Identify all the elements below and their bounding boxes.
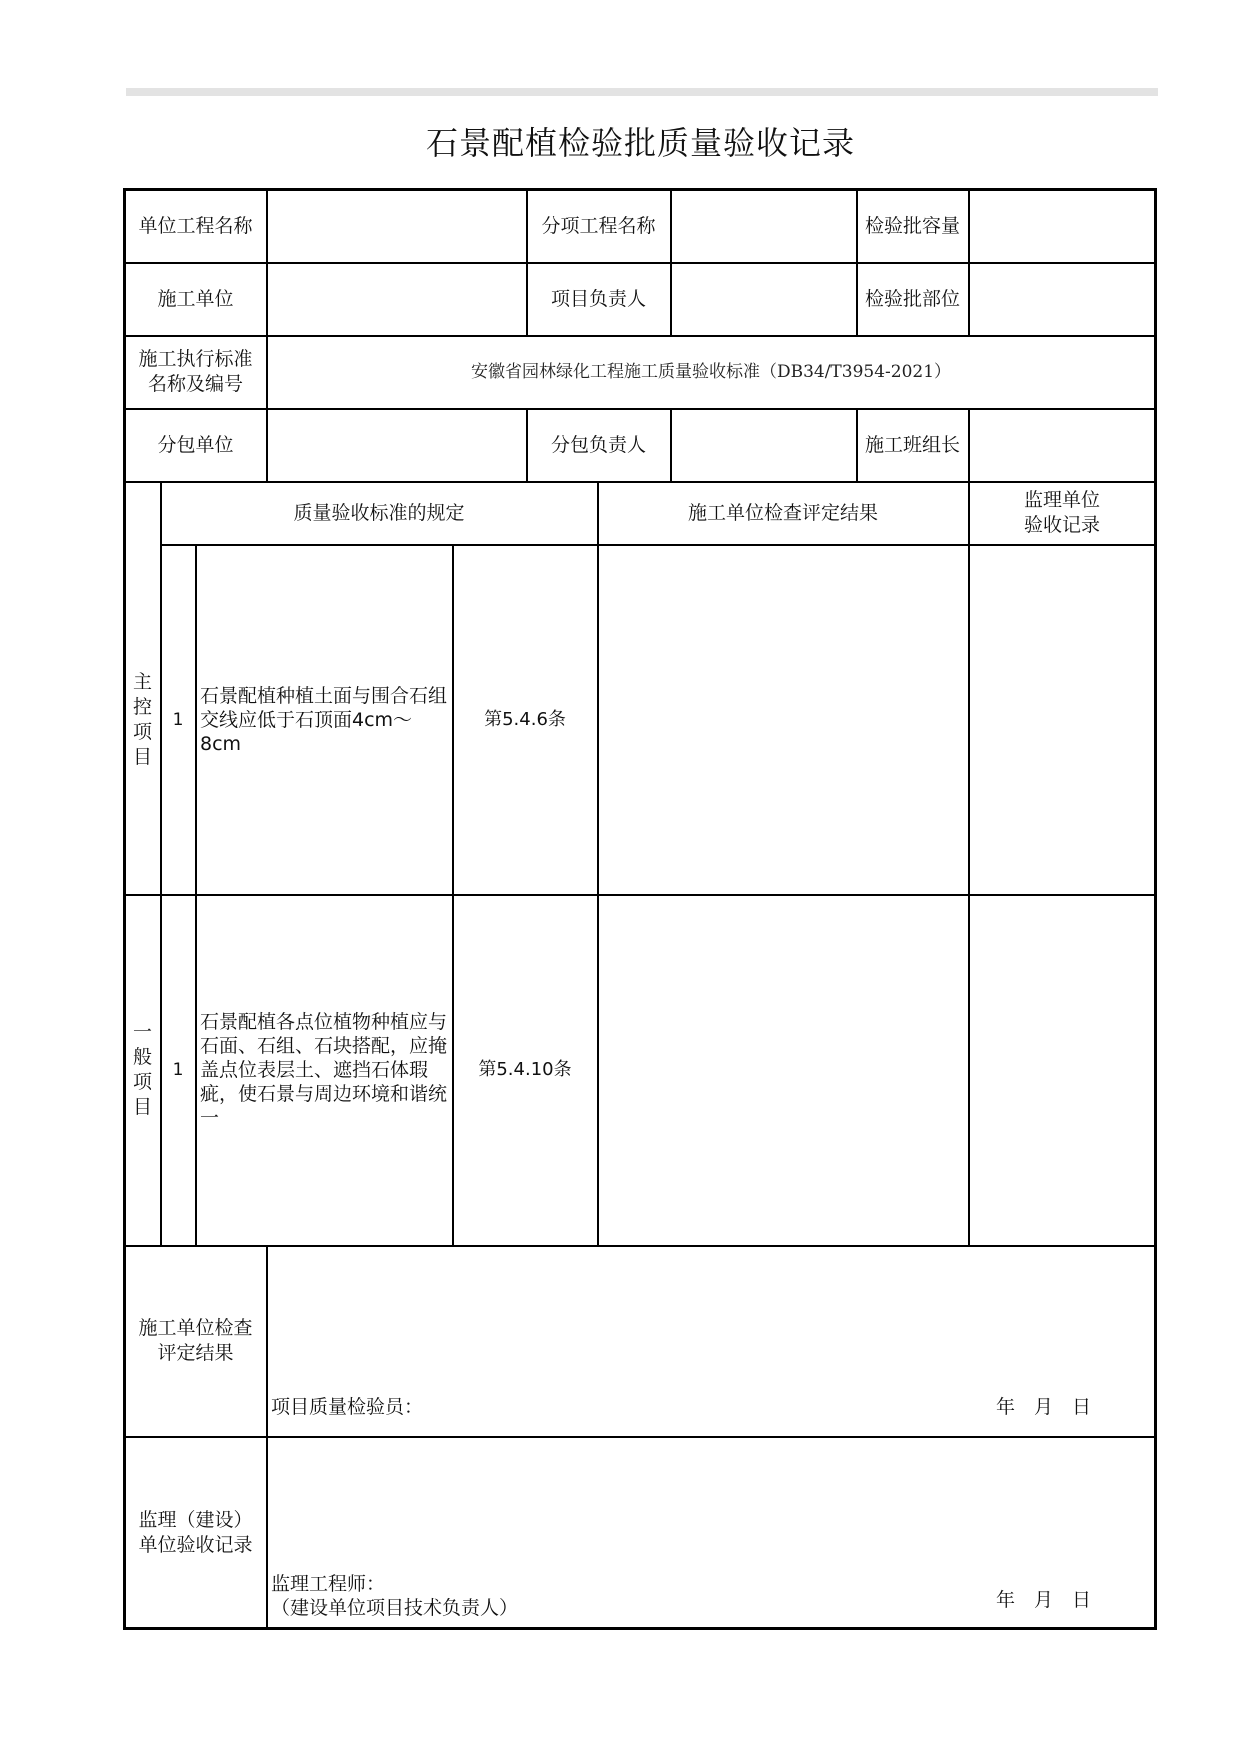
- supervisor-check-date: 年 月 日: [996, 1589, 1092, 1611]
- general-item-number: 1: [172, 1060, 184, 1080]
- contractor-check-date: 年 月 日: [996, 1396, 1092, 1418]
- main-items-char: 目: [132, 745, 152, 768]
- general-items-char: 目: [132, 1096, 152, 1118]
- contractor-result-header: 施工单位检查评定结果: [687, 502, 878, 524]
- supervisor-record-header: [969, 482, 1155, 544]
- batch-location-value[interactable]: [969, 263, 1155, 335]
- main-item-text: 石景配植种植土面与围合石组交线应低于石顶面4cm～8cm: [200, 684, 448, 755]
- supervisor-check-label-line2: 单位验收记录: [138, 1533, 253, 1556]
- main-item-contractor-result[interactable]: [598, 545, 968, 894]
- general-items-char: 项: [132, 1071, 152, 1093]
- sub-project-name-label: 分项工程名称: [541, 215, 656, 237]
- supervisor-check-label-line1: 监理（建设）: [138, 1508, 253, 1531]
- supervisor-header-line2: 验收记录: [1023, 514, 1100, 536]
- batch-capacity-label: 检验批容量: [864, 215, 960, 237]
- subcontractor-label: 分包单位: [157, 434, 234, 456]
- general-item-contractor-result[interactable]: [598, 895, 968, 1245]
- supervising-engineer-label: [271, 1572, 518, 1620]
- main-items-label: [125, 545, 160, 894]
- main-items-char: 控: [132, 695, 152, 718]
- top-divider-bar: [126, 88, 1158, 96]
- construction-unit-label: 施工单位: [157, 288, 234, 310]
- general-items-char: 般: [132, 1046, 152, 1068]
- unit-project-name-value[interactable]: [267, 190, 526, 262]
- project-leader-value[interactable]: [671, 263, 856, 335]
- main-item-number: 1: [172, 709, 184, 730]
- unit-project-name-label: 单位工程名称: [138, 215, 253, 237]
- team-leader-value[interactable]: [969, 409, 1155, 481]
- general-item-clause: 第5.4.10条: [478, 1059, 572, 1080]
- team-leader-label: 施工班组长: [864, 434, 960, 456]
- quality-inspector-label: 项目质量检验员：: [271, 1396, 424, 1418]
- standard-label-line1: 施工执行标准: [138, 348, 253, 370]
- batch-location-label: 检验批部位: [864, 288, 960, 310]
- main-items-char: 主: [132, 670, 152, 693]
- supervising-engineer-line1: 监理工程师：: [271, 1573, 386, 1595]
- main-items-char: 项: [132, 720, 152, 743]
- construction-unit-value[interactable]: [267, 263, 526, 335]
- project-leader-label: 项目负责人: [550, 288, 646, 310]
- general-item-text: 石景配植各点位植物种植应与石面、石组、石块搭配，应掩盖点位表层土、遮挡石体瑕疵，使石景与周边环境和谐统一: [200, 1011, 448, 1129]
- contractor-check-label: [125, 1246, 266, 1436]
- general-item-supervisor-record[interactable]: [969, 895, 1155, 1245]
- main-item-supervisor-record[interactable]: [969, 545, 1155, 894]
- main-item-clause: 第5.4.6条: [484, 708, 566, 730]
- supervisor-header-line1: 监理单位: [1023, 489, 1100, 511]
- form-title: 石景配植检验批质量验收记录: [425, 124, 855, 162]
- standard-label-line2: 名称及编号: [147, 373, 243, 395]
- supervising-engineer-line2: （建设单位项目技术负责人）: [271, 1597, 519, 1619]
- contractor-check-label-line1: 施工单位检查: [138, 1317, 253, 1339]
- general-items-label: [125, 895, 160, 1245]
- supervisor-check-label: [125, 1437, 266, 1628]
- sub-project-name-value[interactable]: [671, 190, 856, 262]
- subcontractor-leader-value[interactable]: [671, 409, 856, 481]
- standard-label: [125, 336, 266, 408]
- batch-capacity-value[interactable]: [969, 190, 1155, 262]
- contractor-check-label-line2: 评定结果: [157, 1342, 234, 1364]
- subcontractor-value[interactable]: [267, 409, 526, 481]
- subcontractor-leader-label: 分包负责人: [550, 434, 646, 456]
- general-items-char: 一: [132, 1021, 152, 1043]
- standard-spec-header: 质量验收标准的规定: [293, 502, 465, 524]
- standard-value: 安徽省园林绿化工程施工质量验收标准（DB34/T3954-2021）: [470, 362, 952, 382]
